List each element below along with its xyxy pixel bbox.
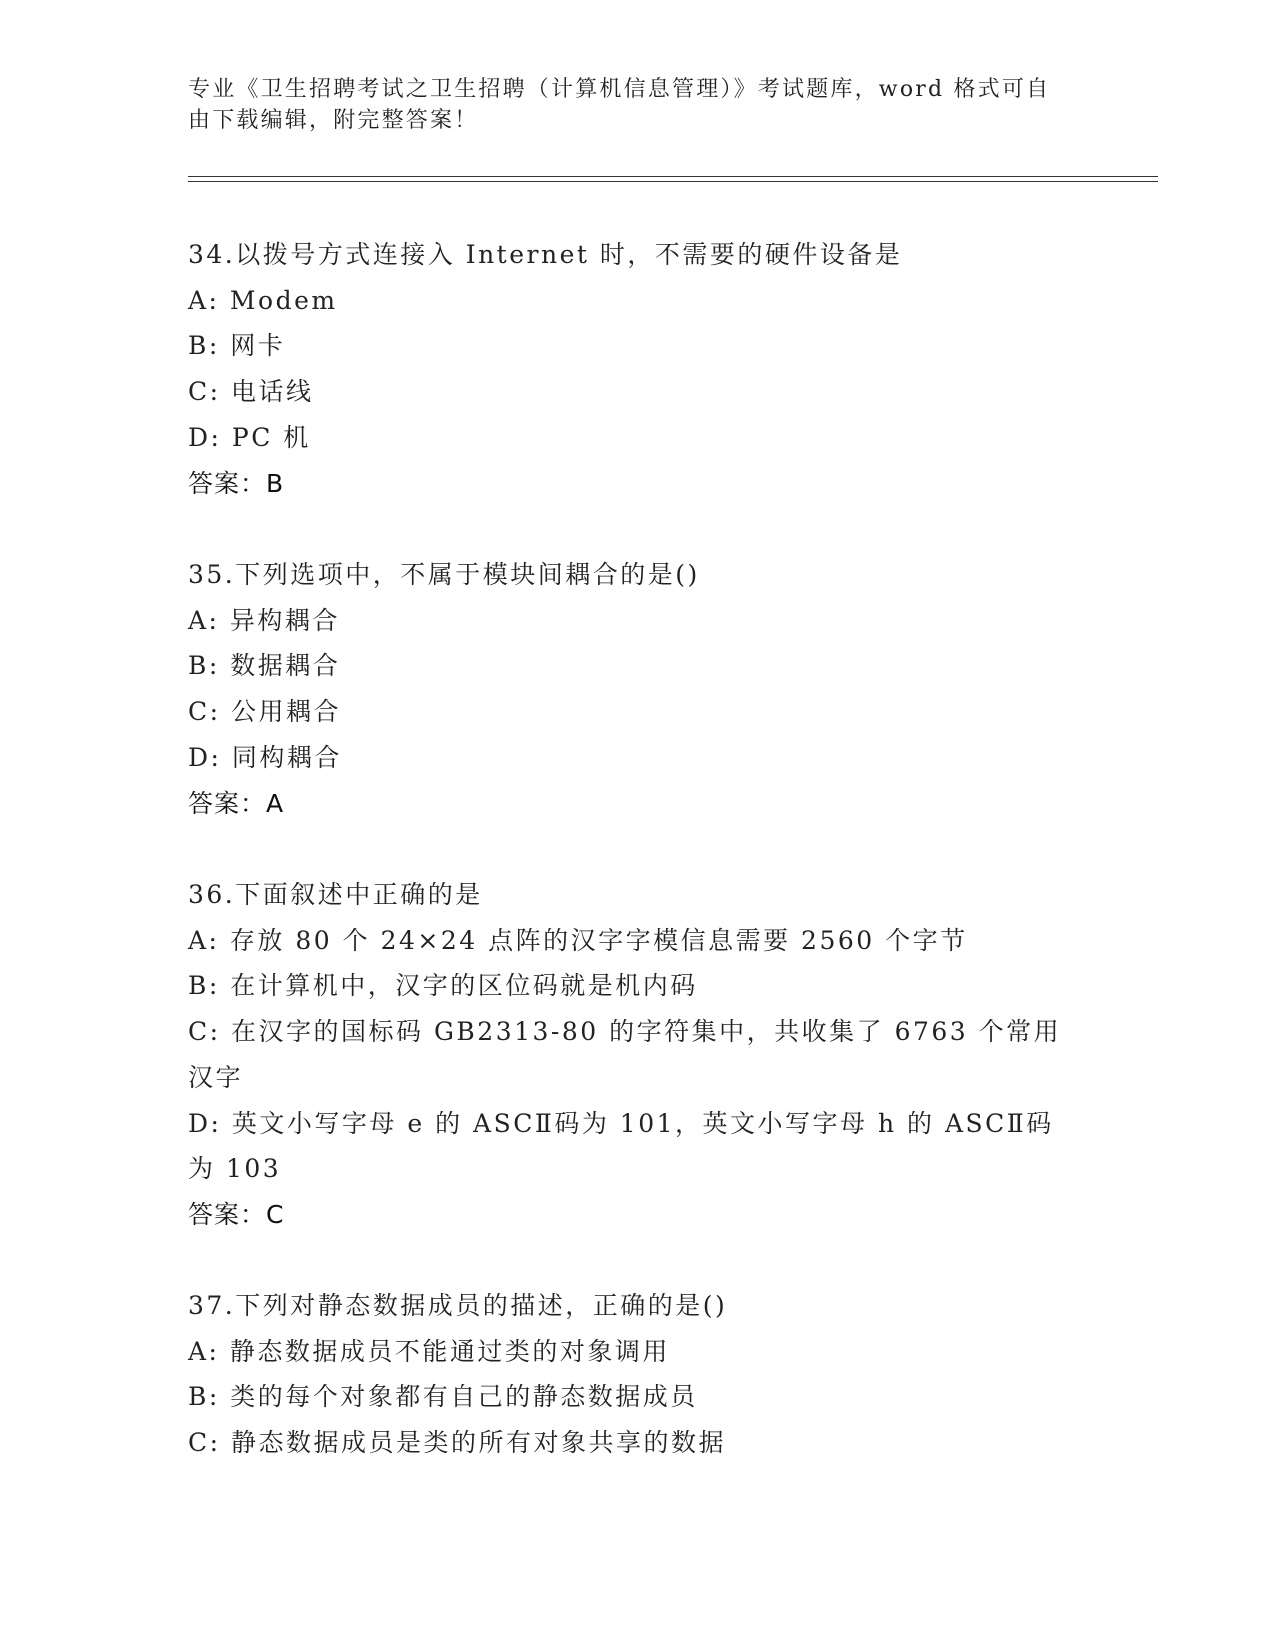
question-stem: 34.以拨号方式连接入 Internet 时，不需要的硬件设备是 [188,240,903,269]
answer-line: 答案：C [188,1199,285,1229]
option-a: A: Modem [188,285,338,315]
option-b: B: 网卡 [188,331,286,361]
question-stem: 37.下列对静态数据成员的描述，正确的是() [188,1291,728,1320]
header-divider-top [188,176,1158,177]
question-37 [188,1283,1068,1466]
header-divider-bottom [188,181,1158,182]
question-34 [188,232,1068,506]
question-stem: 35.下列选项中，不属于模块间耦合的是() [188,560,700,589]
option-b: B: 数据耦合 [188,651,341,681]
option-b: B: 类的每个对象都有自己的静态数据成员 [188,1382,698,1412]
option-d: D: 英文小写字母 e 的 ASCⅡ码为 101，英文小写字母 h 的 ASCⅡ码为 103 [188,1108,1054,1184]
option-d: D: PC 机 [188,422,311,452]
option-a: A: 存放 80 个 24×24 点阵的汉字字模信息需要 2560 个字节 [188,925,968,955]
option-d: D: 同构耦合 [188,742,342,772]
option-a: A: 异构耦合 [188,605,340,635]
option-c: C: 电话线 [188,377,314,407]
document-header: 专业《卫生招聘考试之卫生招聘（计算机信息管理）》考试题库，word 格式可自由下载编辑，附完整答案！ [188,77,1051,133]
question-35 [188,552,1068,826]
option-c: C: 公用耦合 [188,697,341,727]
option-a: A: 静态数据成员不能通过类的对象调用 [188,1336,670,1366]
question-stem: 36.下面叙述中正确的是 [188,880,483,909]
answer-line: 答案：A [188,788,285,818]
question-36 [188,872,1068,1238]
option-b: B: 在计算机中，汉字的区位码就是机内码 [188,971,698,1001]
option-c: C: 静态数据成员是类的所有对象共享的数据 [188,1428,726,1458]
option-c: C: 在汉字的国标码 GB2313-80 的字符集中，共收集了 6763 个常用汉字 [188,1017,1062,1092]
answer-line: 答案：B [188,468,285,498]
